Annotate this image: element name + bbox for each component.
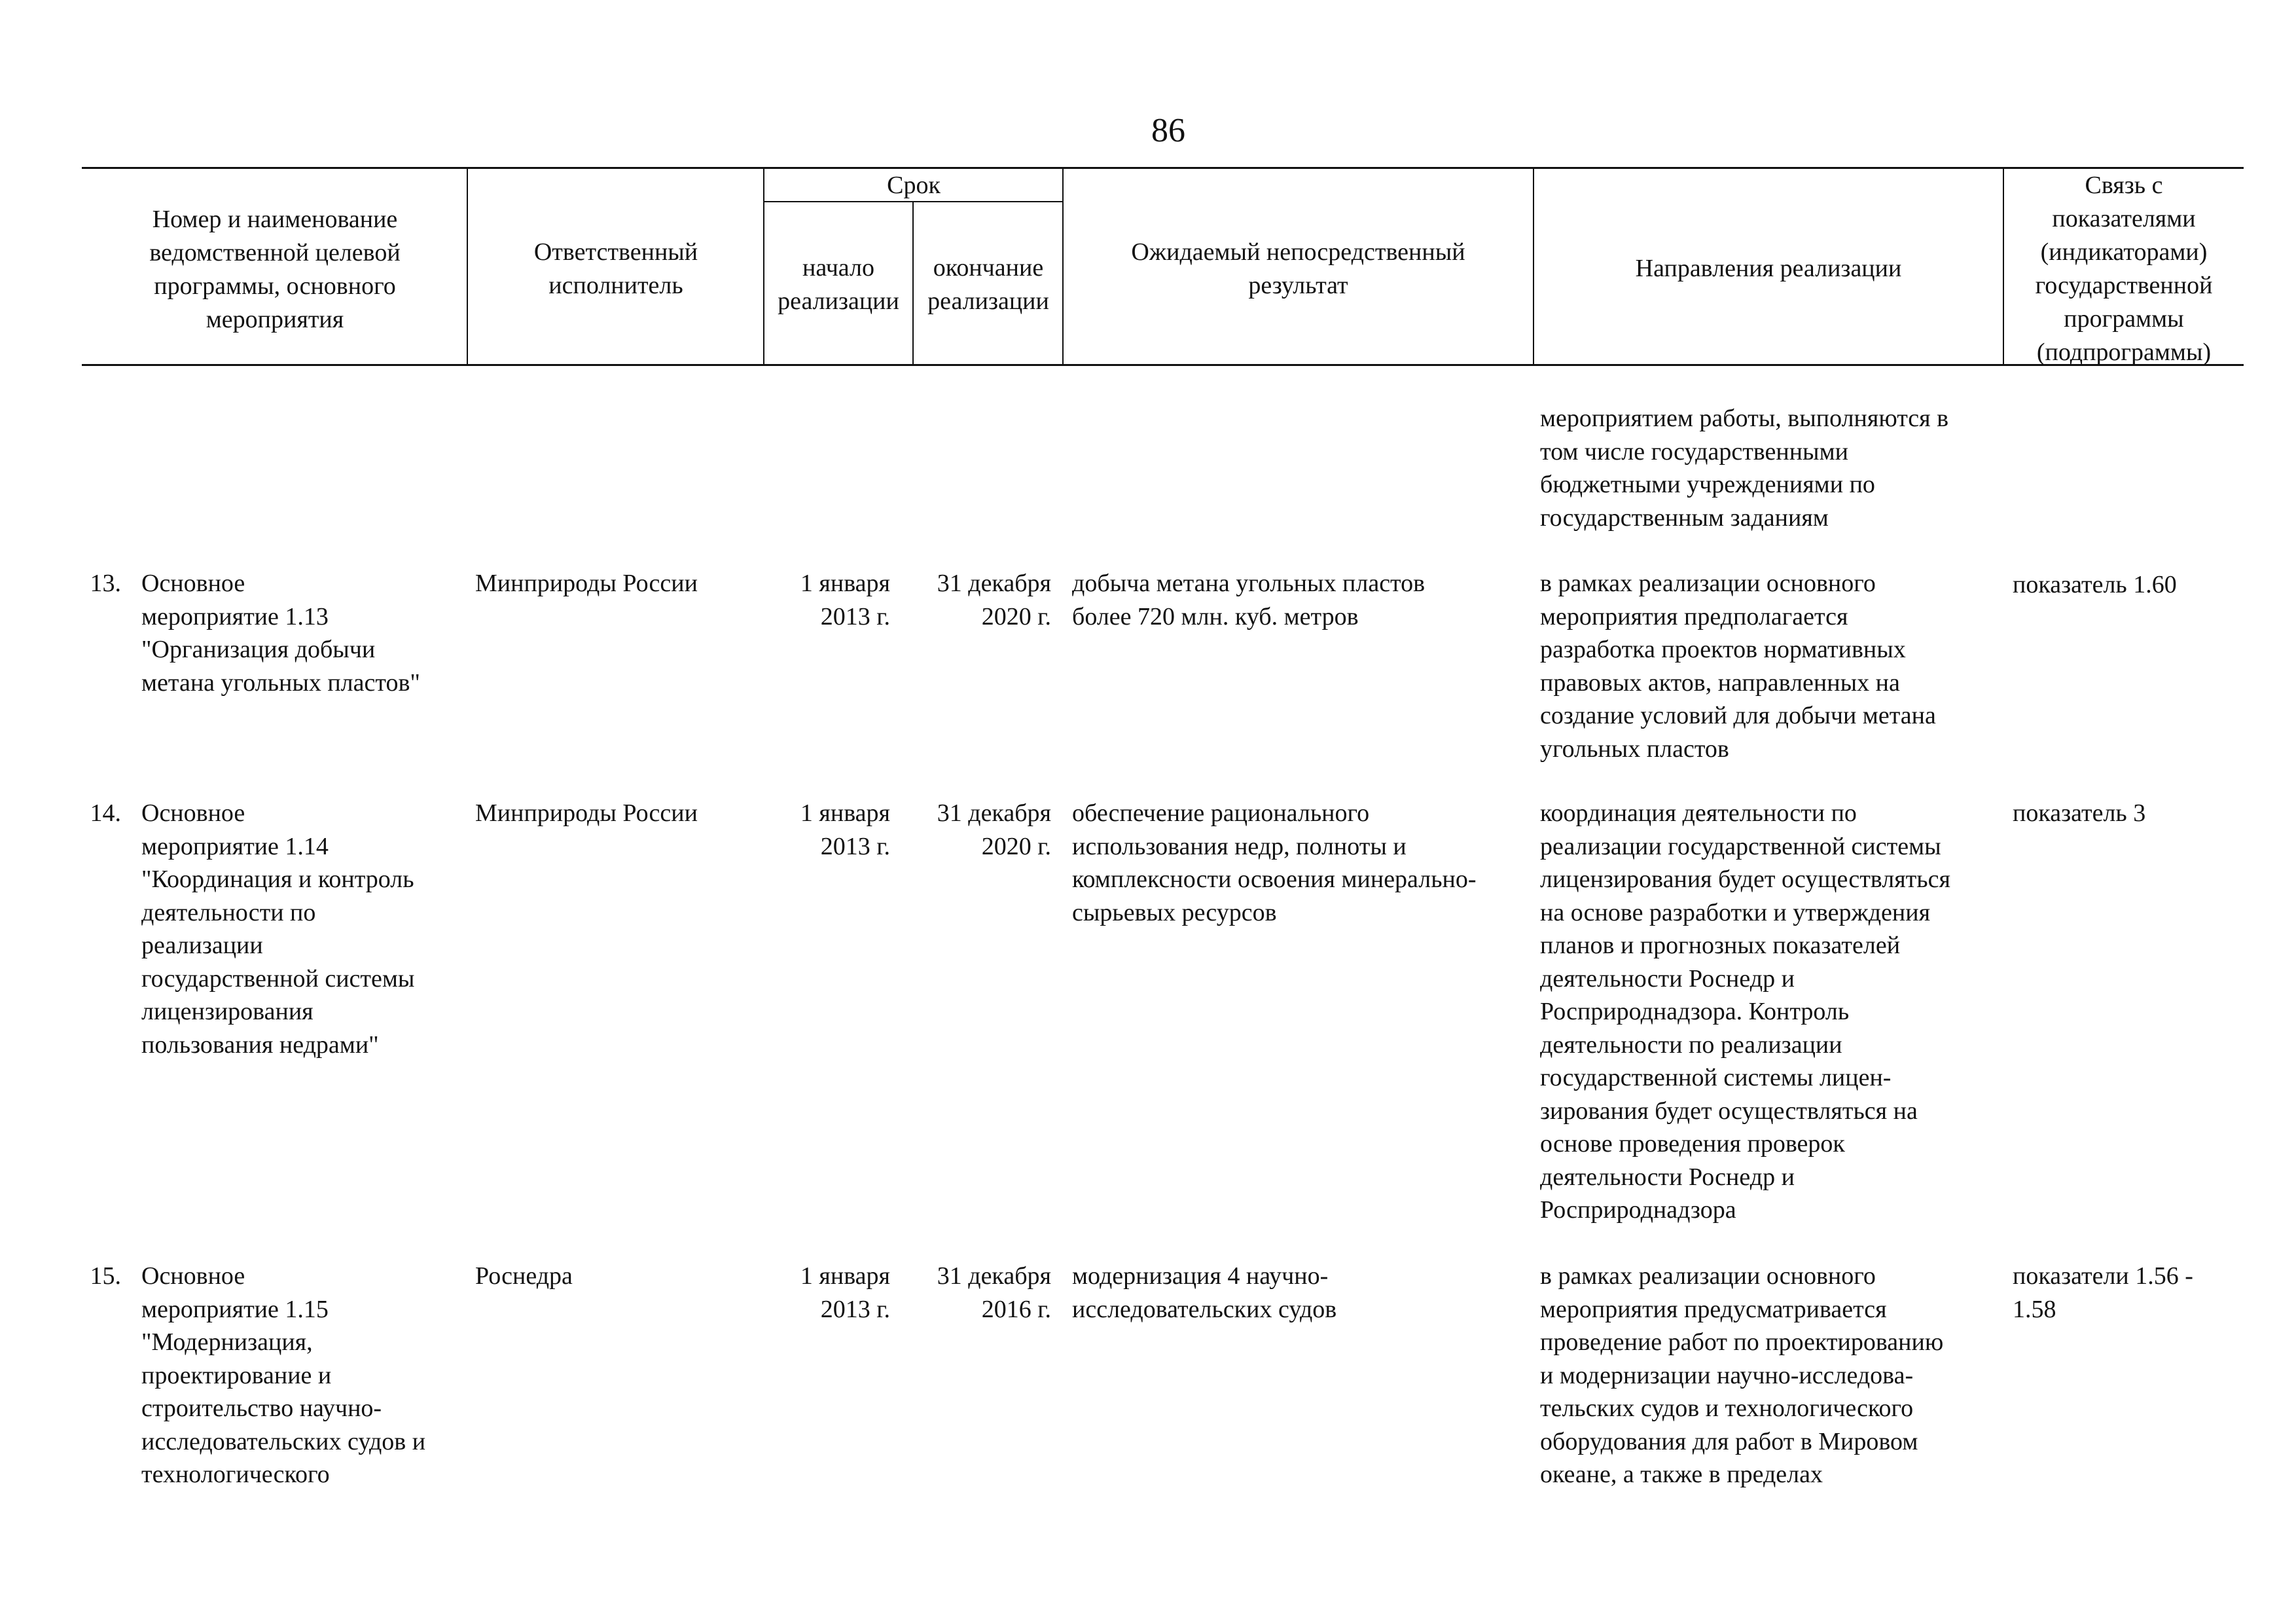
row-name: Основное мероприятие 1.15 "Модернизация, проектирование и строительство научно- исследовательских судов и технологического xyxy=(141,1262,426,1488)
row-number: 13. xyxy=(90,570,121,597)
row-start: 1 января 2013 г. xyxy=(800,570,890,630)
row-directions: координация деятельности по реализации государственной системы лицензирования будет осуществляться на основе разработки и утверждения планов и прогнозных показателей деятельности Роснедр и Росприроднадзора. Контроль деятельности по реализации государственной системы лицен- зирования будет осуществляться на основе проведения проверок деятельности Роснедр и Росприроднадзора xyxy=(1540,799,1950,1224)
row-number: 14. xyxy=(90,799,121,827)
row-link: показатель 3 xyxy=(2013,799,2146,827)
header-executor: Ответственный исполнитель xyxy=(533,238,698,299)
header-term: Срок xyxy=(887,172,941,199)
row-result: добыча метана угольных пластов более 720 млн. куб. метров xyxy=(1072,570,1426,630)
page-number: 86 xyxy=(1151,112,1185,149)
row-start: 1 января 2013 г. xyxy=(800,1262,890,1323)
header-start: начало реализации xyxy=(778,254,899,315)
row-result: модернизация 4 научно- исследовательских судов xyxy=(1072,1262,1337,1323)
header-directions: Направления реализации xyxy=(1635,255,1902,282)
header-name: Номер и наименование ведомственной целевой программы, основного мероприятия xyxy=(149,206,401,333)
row-executor: Минприроды России xyxy=(475,799,698,827)
row-link: показатель 1.60 xyxy=(2013,571,2177,598)
continuation-directions: мероприятием работы, выполняются в том числе государственными бюджетными учреждениями по государственным заданиям xyxy=(1540,405,1949,532)
row-name: Основное мероприятие 1.13 "Организация добычи метана угольных пластов" xyxy=(141,570,420,697)
row-executor: Роснедра xyxy=(475,1262,573,1290)
header-link: Связь с показателями (индикаторами) государственной программы (подпрограммы) xyxy=(2035,172,2213,366)
header-end: окончание реализации xyxy=(927,254,1049,315)
row-result: обеспечение рационального использования недр, полноты и комплексности освоения минерально- сырьевых ресурсов xyxy=(1072,799,1477,926)
row-end: 31 декабря 2016 г. xyxy=(937,1262,1051,1323)
row-directions: в рамках реализации основного мероприятия предусматривается проведение работ по проектированию и модернизации научно-исследова- тельских судов и технологического оборудования для работ в Мировом океане, а также в пределах xyxy=(1540,1262,1944,1488)
row-executor: Минприроды России xyxy=(475,570,698,597)
header-bottom-rule xyxy=(82,364,2244,366)
row-link: показатели 1.56 - 1.58 xyxy=(2013,1262,2193,1323)
row-start: 1 января 2013 г. xyxy=(800,799,890,860)
row-number: 15. xyxy=(90,1262,121,1290)
col-divider-1 xyxy=(467,168,468,365)
header-result: Ожидаемый непосредственный результат xyxy=(1131,238,1465,299)
row-name: Основное мероприятие 1.14 "Координация и контроль деятельности по реализации государственной системы лицензирования пользования недрами" xyxy=(141,799,415,1059)
row-end: 31 декабря 2020 г. xyxy=(937,799,1051,860)
header-top-rule xyxy=(82,167,2244,169)
row-end: 31 декабря 2020 г. xyxy=(937,570,1051,630)
row-directions: в рамках реализации основного мероприятия предполагается разработка проектов нормативных правовых актов, направленных на создание условий для добычи метана угольных пластов xyxy=(1540,570,1936,763)
